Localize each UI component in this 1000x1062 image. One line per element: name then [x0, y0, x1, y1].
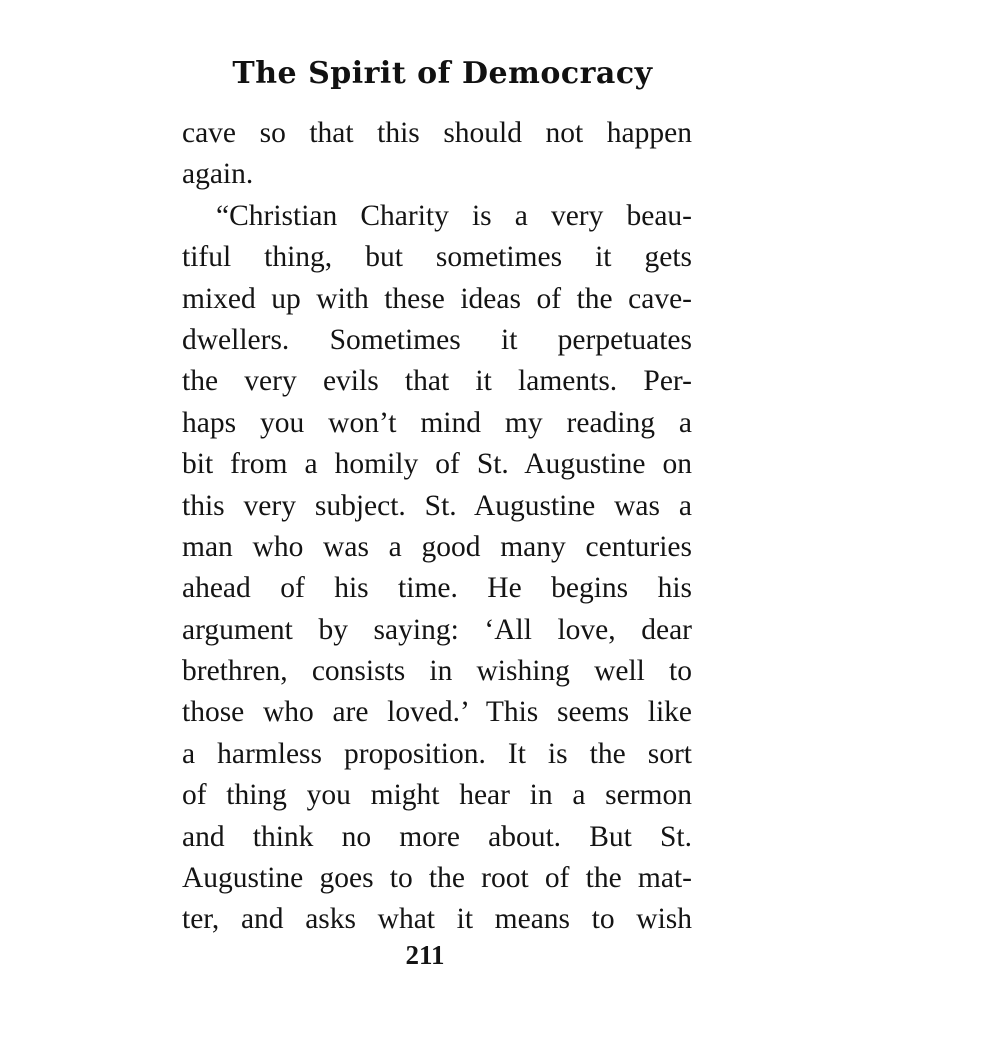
body-text	[182, 113, 692, 941]
text-line: the very evils that it laments. Per-	[182, 365, 692, 398]
text-line: and think no more about. But St.	[182, 820, 692, 853]
text-line: this very subject. St. Augustine was a	[182, 489, 692, 522]
text-line: those who are loved.’ This seems like	[182, 696, 692, 729]
text-line: mixed up with these ideas of the cave-	[182, 282, 692, 315]
text-line: brethren, consists in wishing well to	[182, 655, 692, 688]
text-line: cave so that this should not happen	[182, 117, 692, 149]
text-line: Augustine goes to the root of the mat-	[182, 862, 692, 895]
text-line: bit from a homily of St. Augustine on	[182, 448, 692, 481]
text-line: haps you won’t mind my reading a	[182, 406, 692, 439]
running-head: The Spirit of Democracy	[232, 56, 653, 91]
text-line: argument by saying: ‘All love, dear	[182, 613, 692, 646]
text-line: again.	[182, 158, 254, 191]
text-line: “Christian Charity is a very beau-	[216, 199, 692, 232]
text-line: ahead of his time. He begins his	[182, 572, 692, 605]
text-line: tiful thing, but sometimes it gets	[182, 241, 692, 274]
page-number: 211	[405, 940, 445, 970]
text-line: dwellers. Sometimes it perpetuates	[182, 323, 692, 356]
text-line: of thing you might hear in a sermon	[182, 779, 692, 812]
text-line: ter, and asks what it means to wish	[182, 903, 692, 936]
text-line: man who was a good many centuries	[182, 530, 692, 563]
text-line: a harmless proposition. It is the sort	[182, 737, 692, 770]
